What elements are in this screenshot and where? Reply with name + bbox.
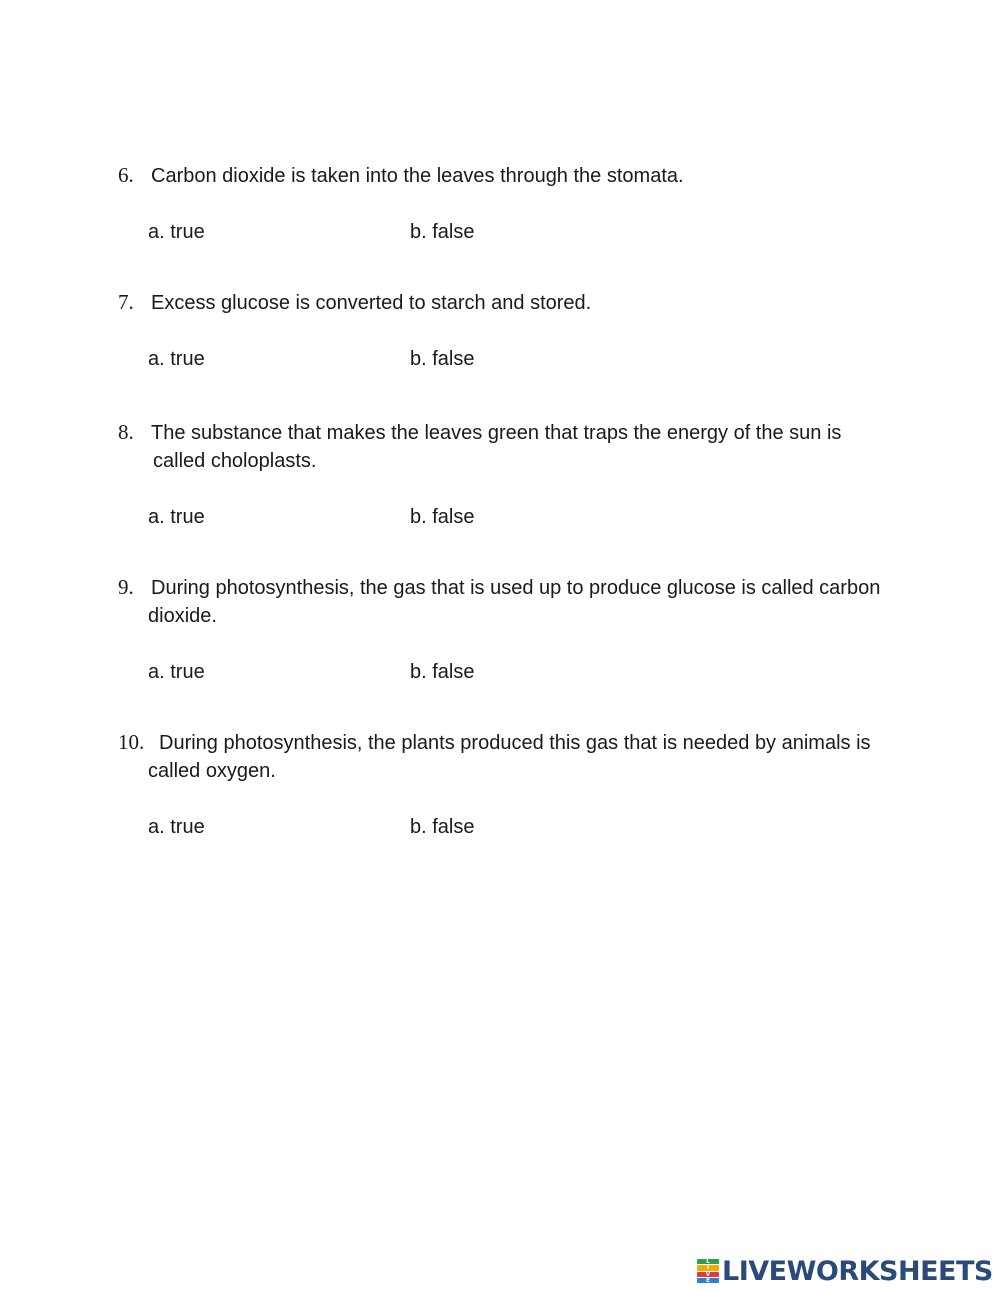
logo-text: LIVEWORKSHEETS (722, 1255, 993, 1287)
question-number: 8. (118, 420, 134, 444)
question-text: During photosynthesis, the gas that is used up to produce glucose is called carbon (151, 577, 881, 599)
question-text: Excess glucose is converted to starch and stored. (151, 292, 592, 314)
option-true[interactable]: a. true (148, 816, 205, 838)
logo-letter-v: V (697, 1272, 719, 1277)
question-9 (118, 573, 928, 686)
answer-options (118, 813, 928, 841)
option-false[interactable]: b. false (410, 816, 475, 838)
option-false[interactable]: b. false (410, 661, 475, 683)
question-10 (118, 728, 928, 841)
liveworksheets-logo (697, 1256, 993, 1286)
option-true[interactable]: a. true (148, 661, 205, 683)
answer-options (118, 345, 928, 373)
logo-letter-e: E (697, 1278, 719, 1283)
answer-options (118, 658, 928, 686)
answer-options (118, 503, 928, 531)
question-number: 6. (118, 163, 134, 187)
option-false[interactable]: b. false (410, 221, 475, 243)
option-true[interactable]: a. true (148, 348, 205, 370)
question-line (118, 573, 928, 602)
question-8 (118, 418, 928, 531)
liveworksheets-logo-icon (697, 1259, 719, 1283)
question-number: 9. (118, 575, 134, 599)
logo-letter-l: L (697, 1259, 719, 1264)
option-true[interactable]: a. true (148, 221, 205, 243)
answer-options (118, 218, 928, 246)
question-text-continued: called choloplasts. (153, 450, 317, 472)
question-text: Carbon dioxide is taken into the leaves through the stomata. (151, 165, 684, 187)
question-7 (118, 288, 928, 373)
question-text: During photosynthesis, the plants produced this gas that is needed by animals is (159, 732, 871, 754)
question-number: 7. (118, 290, 134, 314)
question-line (118, 728, 928, 757)
option-true[interactable]: a. true (148, 506, 205, 528)
question-text-continued: dioxide. (148, 605, 217, 627)
question-line (118, 161, 928, 190)
logo-letter-i: I (697, 1265, 719, 1270)
option-false[interactable]: b. false (410, 348, 475, 370)
option-false[interactable]: b. false (410, 506, 475, 528)
question-line (118, 288, 928, 317)
question-text-continued: called oxygen. (148, 760, 276, 782)
question-number: 10. (118, 730, 145, 754)
question-text: The substance that makes the leaves green that traps the energy of the sun is (151, 422, 842, 444)
question-6 (118, 161, 928, 246)
question-line (118, 418, 928, 447)
